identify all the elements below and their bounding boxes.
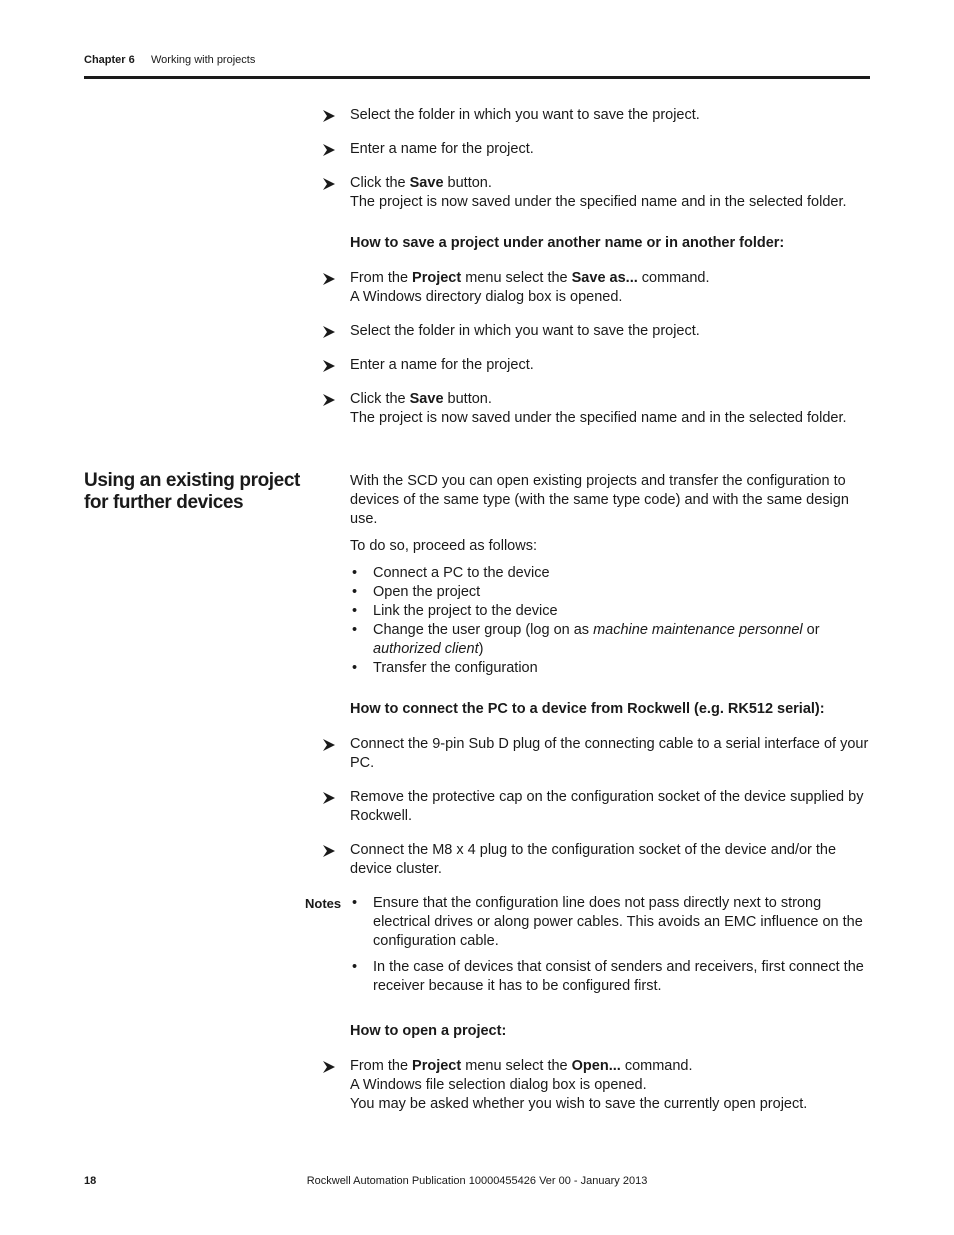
project-menu: Project	[412, 1058, 462, 1074]
step	[350, 269, 870, 307]
subheading: How to open a project:	[350, 1023, 507, 1039]
page-header	[84, 52, 870, 79]
step	[350, 841, 870, 879]
step	[350, 140, 870, 159]
arrow-bullet-icon	[322, 739, 336, 751]
arrow-bullet-icon	[322, 110, 336, 122]
section-heading: Using an existing project for further devices	[84, 470, 300, 513]
arrow-bullet-icon	[322, 144, 336, 156]
step-result: A Windows directory dialog box is opened.	[350, 289, 623, 305]
step-result: The project is now saved under the specified name and in the selected folder.	[350, 194, 847, 210]
step-result: You may be asked whether you wish to save the currently open project.	[350, 1096, 808, 1112]
list-item: • Connect a PC to the device	[350, 564, 870, 583]
step	[350, 788, 870, 826]
arrow-bullet-icon	[322, 394, 336, 406]
step-result: The project is now saved under the specified name and in the selected folder.	[350, 410, 847, 426]
main-content	[305, 106, 870, 1129]
list-text: or	[802, 622, 820, 638]
step-text: Connect the M8 x 4 plug to the configuration socket of the device and/or the device cluster.	[350, 842, 837, 877]
step	[350, 322, 870, 341]
note-item: • Ensure that the configuration line does not pass directly next to strong electrical drives or along power cables. This avoids an EMC influence on the configuration cable.	[350, 894, 870, 951]
notes-list	[350, 894, 870, 996]
arrow-bullet-icon	[322, 1061, 336, 1073]
step-text: Select the folder in which you want to save the project.	[350, 107, 700, 123]
user-group-name: authorized client	[373, 641, 479, 657]
arrow-bullet-icon	[322, 360, 336, 372]
step-text: From the	[350, 1058, 413, 1074]
step	[350, 106, 870, 125]
task-list	[350, 564, 870, 678]
step-text: button.	[443, 391, 492, 407]
step-text: Connect the 9-pin Sub D plug of the connecting cable to a serial interface of your PC.	[350, 736, 869, 771]
intro-paragraph: With the SCD you can open existing projects and transfer the configuration to devices of the same type (with the same type code) and with the same design use.	[350, 473, 849, 527]
list-item: • Open the project	[350, 583, 870, 602]
step-text: Enter a name for the project.	[350, 357, 534, 373]
arrow-bullet-icon	[322, 273, 336, 285]
open-command: Open...	[571, 1058, 621, 1074]
subheading: How to connect the PC to a device from Rockwell (e.g. RK512 serial):	[350, 701, 825, 717]
step-text: menu select the	[461, 1058, 572, 1074]
notes-label: Notes	[305, 896, 342, 911]
arrow-bullet-icon	[322, 792, 336, 804]
step-result: A Windows file selection dialog box is opened.	[350, 1077, 647, 1093]
step	[350, 390, 870, 428]
note-item: • In the case of devices that consist of senders and receivers, first connect the receiver because it has to be configured first.	[350, 958, 870, 996]
notes-block	[305, 894, 870, 996]
step-text: From the	[350, 270, 413, 286]
step-text: Click the	[350, 391, 410, 407]
list-item	[350, 621, 870, 659]
step	[350, 356, 870, 375]
save-command: Save	[409, 175, 444, 191]
step-text: menu select the	[461, 270, 572, 286]
proceed-paragraph: To do so, proceed as follows:	[350, 538, 537, 554]
chapter-title: Working with projects	[151, 54, 256, 66]
page-number: 18	[84, 1175, 97, 1187]
chapter-label: Chapter 6	[84, 54, 135, 66]
step-text: Enter a name for the project.	[350, 141, 534, 157]
step-text: Select the folder in which you want to save the project.	[350, 323, 700, 339]
arrow-bullet-icon	[322, 845, 336, 857]
step	[350, 735, 870, 773]
publication-info: Rockwell Automation Publication 10000455426 Ver 00 - January 2013	[306, 1175, 648, 1187]
save-as-command: Save as...	[571, 270, 638, 286]
step	[350, 174, 870, 212]
step-text: command.	[637, 270, 710, 286]
subheading: How to save a project under another name or in another folder:	[350, 235, 785, 251]
step	[350, 1057, 870, 1114]
list-item: • Link the project to the device	[350, 602, 870, 621]
list-item: • Transfer the configuration	[350, 659, 870, 678]
list-text: )	[478, 641, 484, 657]
step-text: command.	[620, 1058, 693, 1074]
save-command: Save	[409, 391, 444, 407]
step-text: Click the	[350, 175, 410, 191]
arrow-bullet-icon	[322, 326, 336, 338]
list-text: Change the user group (log on as	[373, 622, 594, 638]
project-menu: Project	[412, 270, 462, 286]
user-group-name: machine maintenance personnel	[593, 622, 803, 638]
step-text: Remove the protective cap on the configuration socket of the device supplied by Rockwell.	[350, 789, 864, 824]
arrow-bullet-icon	[322, 178, 336, 190]
step-text: button.	[443, 175, 492, 191]
